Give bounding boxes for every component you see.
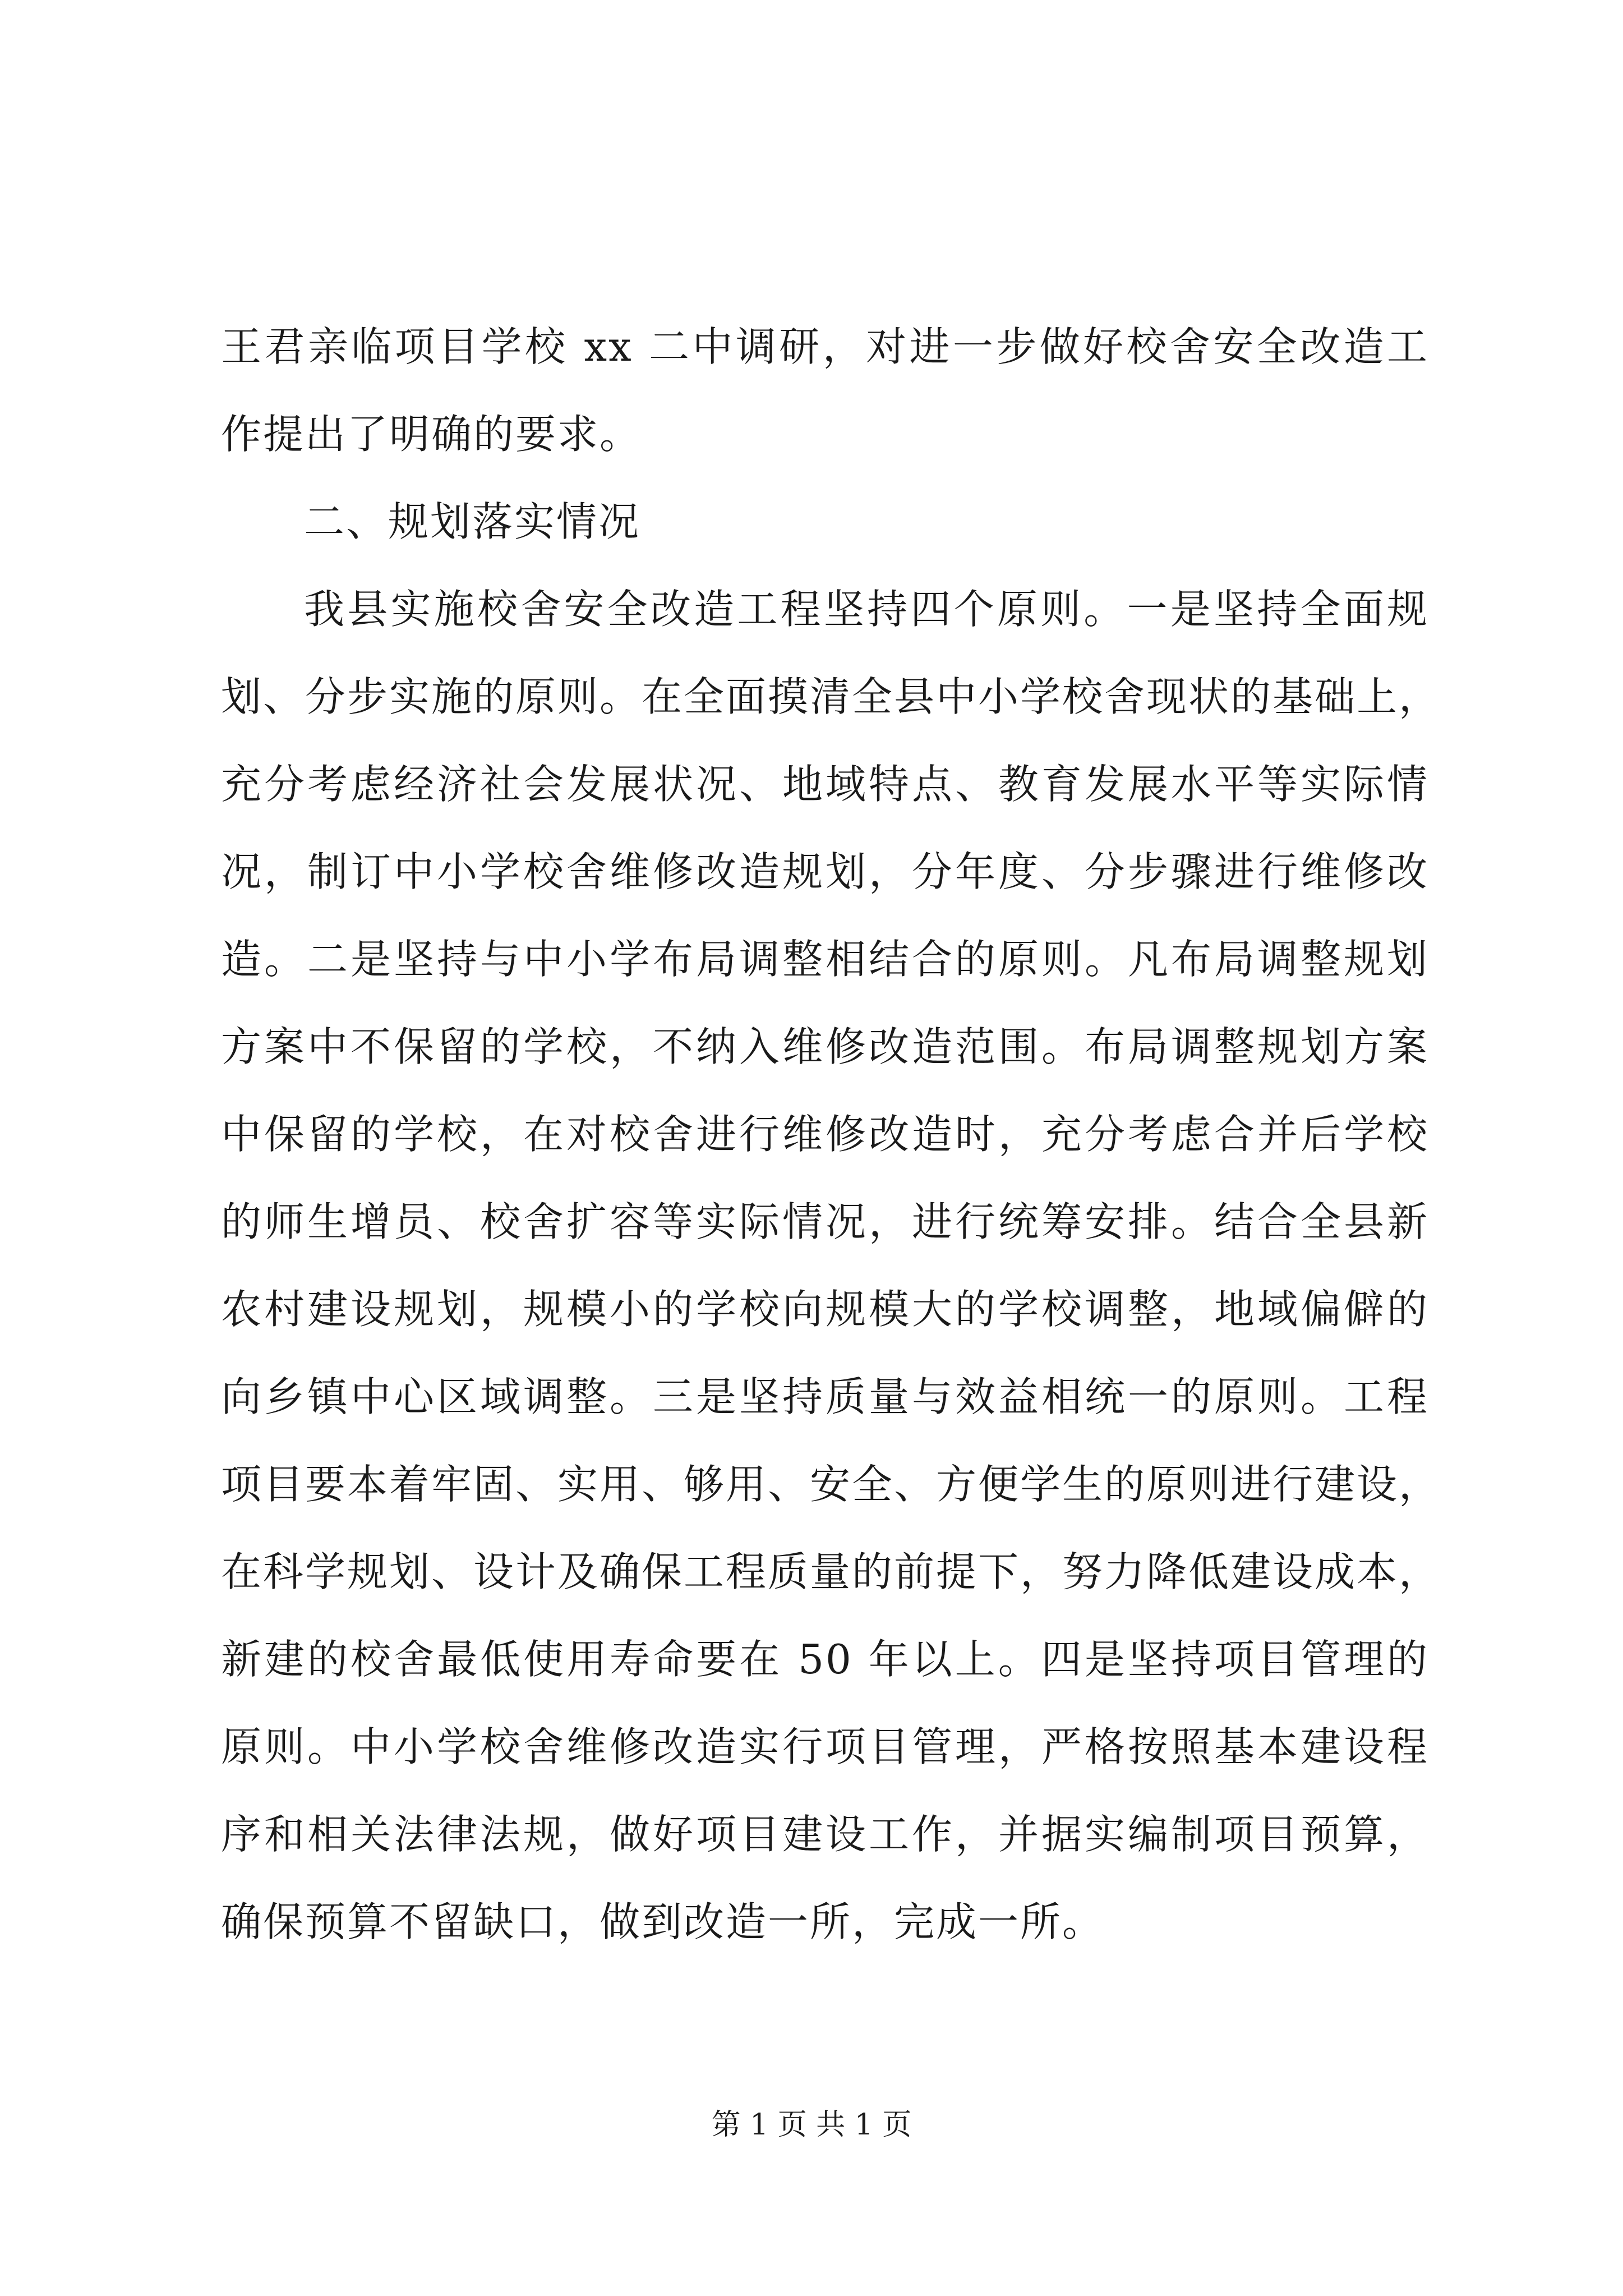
text-line: 充分考虑经济社会发展状况、地域特点、教育发展水平等实际情	[221, 761, 1429, 808]
page-footer: 第 1 页 共 1 页	[711, 2108, 912, 2142]
text-line: 作提出了明确的要求。	[221, 411, 642, 458]
text-line: 项目要本着牢固、实用、够用、安全、方便学生的原则进行建设，	[221, 1461, 1441, 1508]
text-line: 中保留的学校，在对校舍进行维修改造时，充分考虑合并后学校	[221, 1111, 1429, 1158]
text-line: 农村建设规划，规模小的学校向规模大的学校调整，地域偏僻的	[221, 1286, 1429, 1333]
text-line: 划、分步实施的原则。在全面摸清全县中小学校舍现状的基础上，	[221, 673, 1441, 720]
text-line: 向乡镇中心区域调整。三是坚持质量与效益相统一的原则。工程	[221, 1373, 1429, 1420]
text-line: 方案中不保留的学校，不纳入维修改造范围。布局调整规划方案	[221, 1023, 1429, 1070]
text-line: 在科学规划、设计及确保工程质量的前提下，努力降低建设成本，	[221, 1548, 1441, 1595]
text-line: 的师生增员、校舍扩容等实际情况，进行统筹安排。结合全县新	[221, 1198, 1429, 1245]
text-line: 确保预算不留缺口，做到改造一所，完成一所。	[221, 1898, 1105, 1945]
document-body	[221, 303, 1441, 1966]
text-line: 原则。中小学校舍维修改造实行项目管理，严格按照基本建设程	[221, 1723, 1429, 1770]
text-line: 王君亲临项目学校 xx 二中调研，对进一步做好校舍安全改造工	[221, 323, 1429, 370]
text-line: 况，制订中小学校舍维修改造规划，分年度、分步骤进行维修改	[221, 848, 1429, 895]
text-line: 造。二是坚持与中小学布局调整相结合的原则。凡布局调整规划	[221, 936, 1429, 983]
text-line: 二、规划落实情况	[304, 498, 641, 545]
text-line: 序和相关法律法规，做好项目建设工作，并据实编制项目预算，	[221, 1811, 1429, 1858]
text-line: 新建的校舍最低使用寿命要在 50 年以上。四是坚持项目管理的	[221, 1636, 1429, 1683]
text-line: 我县实施校舍安全改造工程坚持四个原则。一是坚持全面规	[304, 586, 1429, 633]
